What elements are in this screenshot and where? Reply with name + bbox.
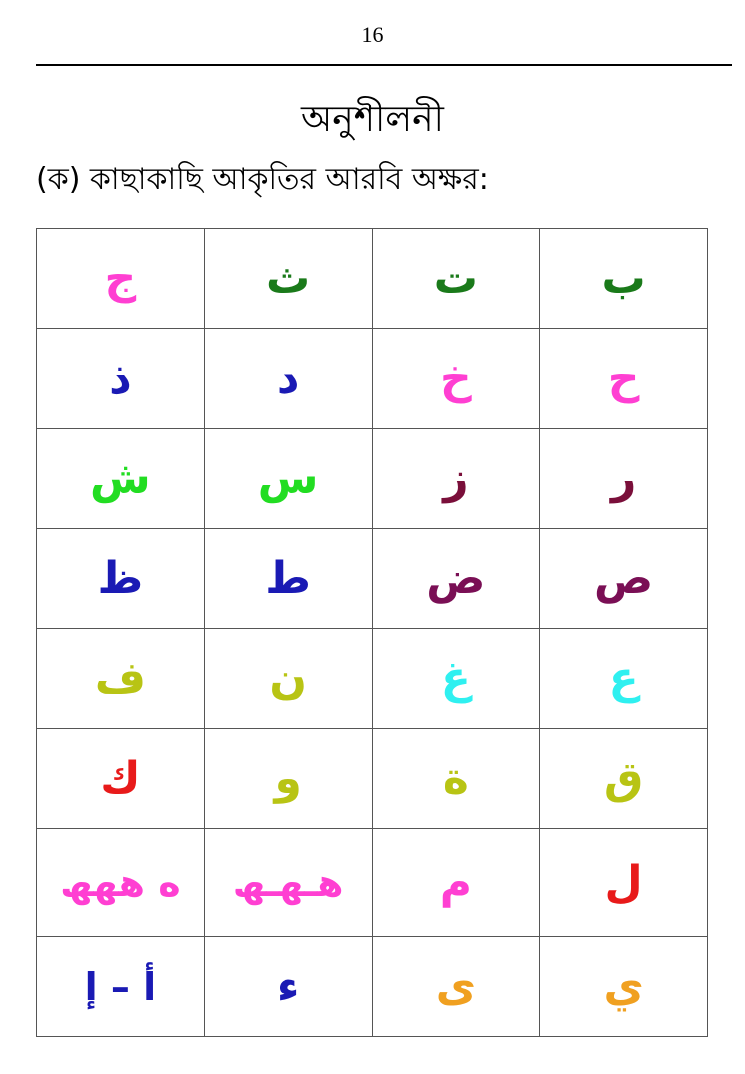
letter-cell: ح — [540, 329, 708, 429]
page-title: অনুশীলনী — [301, 99, 444, 140]
letter-cell: ر — [540, 429, 708, 529]
letter-cell: ت — [372, 229, 540, 329]
grid-row — [37, 329, 708, 429]
letter-cell: ط — [204, 529, 372, 629]
letter-cell: خ — [372, 329, 540, 429]
letter-cell: ه ھھھ — [37, 829, 205, 937]
letter-cell: ھـھـھ — [204, 829, 372, 937]
grid-row — [37, 529, 708, 629]
grid-row — [37, 429, 708, 529]
section-subtitle: (ক) কাছাকাছি আকৃতির আরবি অক্ষর: — [36, 162, 489, 197]
letter-cell: ذ — [37, 329, 205, 429]
letter-cell: س — [204, 429, 372, 529]
letter-cell: ل — [540, 829, 708, 937]
letter-cell: أ – إ — [37, 937, 205, 1037]
letter-cell: ض — [372, 529, 540, 629]
letter-cell: ى — [372, 937, 540, 1037]
letter-cell: ن — [204, 629, 372, 729]
header-divider — [36, 64, 732, 66]
letter-cell: ع — [540, 629, 708, 729]
letter-cell: م — [372, 829, 540, 937]
letter-cell: ز — [372, 429, 540, 529]
letter-cell: ف — [37, 629, 205, 729]
letter-cell: ش — [37, 429, 205, 529]
letter-cell: ي — [540, 937, 708, 1037]
letter-cell: ة — [372, 729, 540, 829]
grid-row — [37, 629, 708, 729]
grid-row — [37, 229, 708, 329]
letter-cell: ص — [540, 529, 708, 629]
page-number: 16 — [361, 22, 384, 47]
letter-cell: ظ — [37, 529, 205, 629]
letter-cell: د — [204, 329, 372, 429]
letter-cell: ك — [37, 729, 205, 829]
letter-cell: و — [204, 729, 372, 829]
grid-row — [37, 937, 708, 1037]
letter-cell: ج — [37, 229, 205, 329]
grid-row — [37, 729, 708, 829]
letter-cell: ق — [540, 729, 708, 829]
letter-cell: ء — [204, 937, 372, 1037]
letter-cell: غ — [372, 629, 540, 729]
grid-row — [37, 829, 708, 937]
arabic-letter-grid — [36, 228, 708, 1037]
letter-cell: ب — [540, 229, 708, 329]
letter-cell: ث — [204, 229, 372, 329]
